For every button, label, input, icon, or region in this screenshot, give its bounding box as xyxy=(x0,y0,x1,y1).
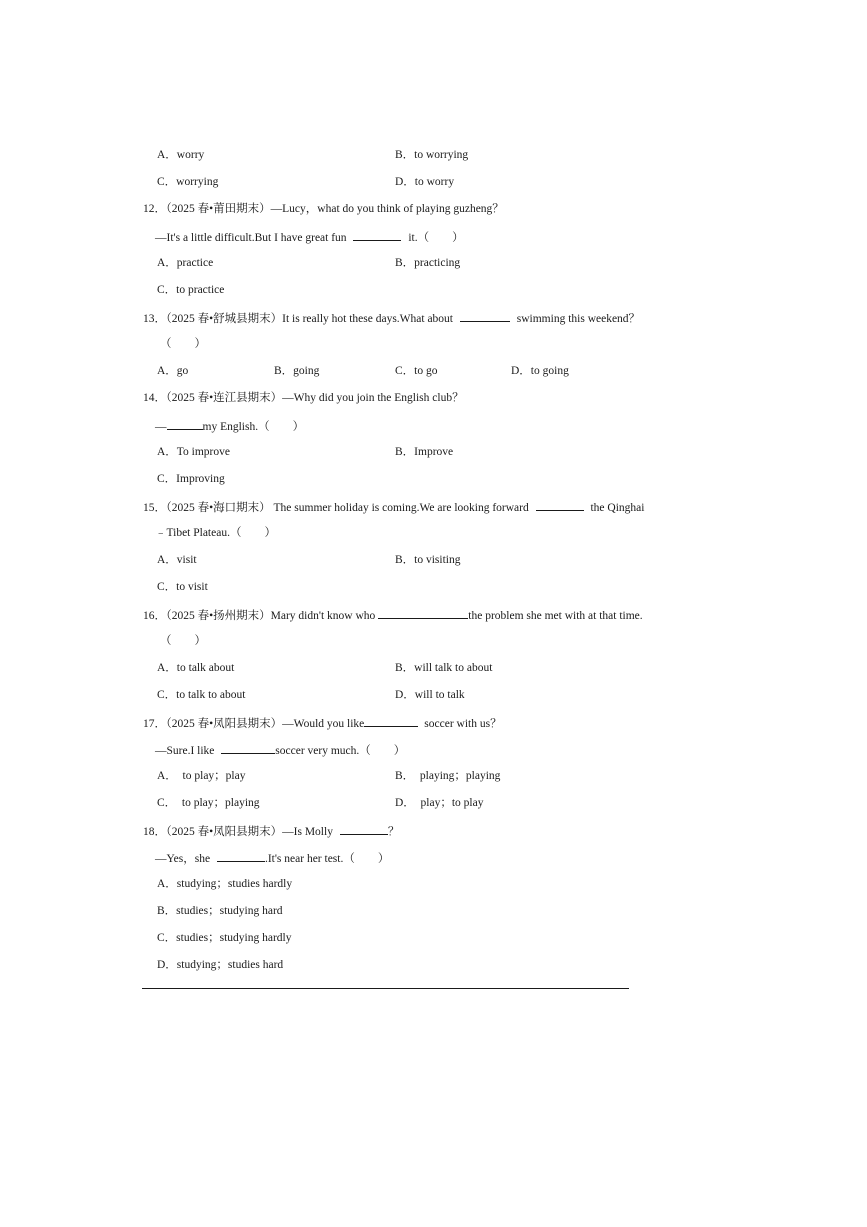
answer-blank xyxy=(536,499,584,511)
q18-option-b: B．studies；studying hard xyxy=(157,905,283,917)
q15-stem-post: the Qinghai xyxy=(590,502,645,514)
q18-line2-post: .It's near her test.（ ） xyxy=(264,853,390,865)
q15-stem xyxy=(143,499,644,515)
q16-option-c: C．to talk to about xyxy=(157,689,246,701)
q12-line2-pre: —It's a little difficult.But I have great fun xyxy=(155,232,347,244)
q17-stem-post: soccer with us？ xyxy=(424,718,502,730)
q13-paren: （ ） xyxy=(160,338,206,350)
q18-stem-pre: 18．（2025 春•凤阳县期末）—Is Molly xyxy=(143,826,333,838)
q16-stem-post: the problem she met with at that time. xyxy=(468,610,643,622)
q13-option-c: C．to go xyxy=(395,365,438,377)
q13-stem xyxy=(143,310,640,326)
q17-line2-pre: —Sure.I like xyxy=(155,745,215,757)
q18-stem-post: ？ xyxy=(387,826,400,838)
q17-stem xyxy=(143,715,502,731)
q17-stem-pre: 17．（2025 春•凤阳县期末）—Would you like xyxy=(143,718,365,730)
q11-option-b: B．to worrying xyxy=(395,149,469,161)
q12-line2-post: it.（ ） xyxy=(408,232,464,244)
answer-blank xyxy=(221,742,275,754)
answer-blank xyxy=(378,607,468,619)
q13-option-d: D．to going xyxy=(511,365,569,377)
q15-option-b: B．to visiting xyxy=(395,554,461,566)
q18-line2 xyxy=(155,850,389,866)
q12-option-a: A．practice xyxy=(157,257,214,269)
answer-blank xyxy=(353,229,401,241)
q14-option-a: A．To improve xyxy=(157,446,230,458)
q12-line2 xyxy=(155,229,464,245)
q13-stem-post: swimming this weekend？ xyxy=(516,313,641,325)
q17-option-d: D． play；to play xyxy=(395,797,484,809)
q14-line2-post: my English.（ ） xyxy=(202,421,305,433)
answer-blank xyxy=(217,850,265,862)
q12-option-c: C．to practice xyxy=(157,284,225,296)
q16-option-b: B．will talk to about xyxy=(395,662,493,674)
q18-option-a: A．studying；studies hardly xyxy=(157,878,293,890)
q16-stem xyxy=(143,607,643,623)
q11-option-c: C．worrying xyxy=(157,176,219,188)
answer-blank xyxy=(364,715,418,727)
q14-line2-pre: — xyxy=(155,421,167,433)
q15-line2: ﹣Tibet Plateau.（ ） xyxy=(155,527,276,539)
q14-option-b: B．Improve xyxy=(395,446,454,458)
q16-option-d: D．will to talk xyxy=(395,689,465,701)
q14-stem: 14．（2025 春•连江县期末）—Why did you join the English club？ xyxy=(143,392,464,404)
answer-blank xyxy=(460,310,510,322)
q16-option-a: A．to talk about xyxy=(157,662,235,674)
q17-line2-post: soccer very much.（ ） xyxy=(275,745,406,757)
q14-option-c: C．Improving xyxy=(157,473,225,485)
q17-option-b: B． playing；playing xyxy=(395,770,501,782)
q16-stem-pre: 16．（2025 春•扬州期末）Mary didn't know who xyxy=(143,610,376,622)
q18-option-d: D．studying；studies hard xyxy=(157,959,284,971)
answer-blank xyxy=(340,823,388,835)
q17-option-a: A． to play；play xyxy=(157,770,246,782)
answer-blank xyxy=(167,418,203,430)
q15-option-c: C．to visit xyxy=(157,581,208,593)
q17-option-c: C． to play；playing xyxy=(157,797,260,809)
bottom-divider xyxy=(142,988,629,989)
q13-option-b: B．going xyxy=(274,365,320,377)
q13-stem-pre: 13．（2025 春•舒城县期末）It is really hot these days.What about xyxy=(143,313,454,325)
q18-stem xyxy=(143,823,399,839)
q16-paren: （ ） xyxy=(160,635,206,647)
q11-option-d: D．to worry xyxy=(395,176,455,188)
q13-option-a: A．go xyxy=(157,365,189,377)
q18-option-c: C．studies；studying hardly xyxy=(157,932,292,944)
q14-line2 xyxy=(155,418,304,434)
q12-stem: 12．（2025 春•莆田期末）—Lucy，what do you think of playing guzheng？ xyxy=(143,203,504,215)
q15-stem-pre: 15．（2025 春•海口期末） The summer holiday is coming.We are looking forward xyxy=(143,502,529,514)
q12-option-b: B．practicing xyxy=(395,257,461,269)
q11-option-a: A．worry xyxy=(157,149,205,161)
q18-line2-pre: —Yes，she xyxy=(155,853,211,865)
q17-line2 xyxy=(155,742,405,758)
q15-option-a: A．visit xyxy=(157,554,197,566)
